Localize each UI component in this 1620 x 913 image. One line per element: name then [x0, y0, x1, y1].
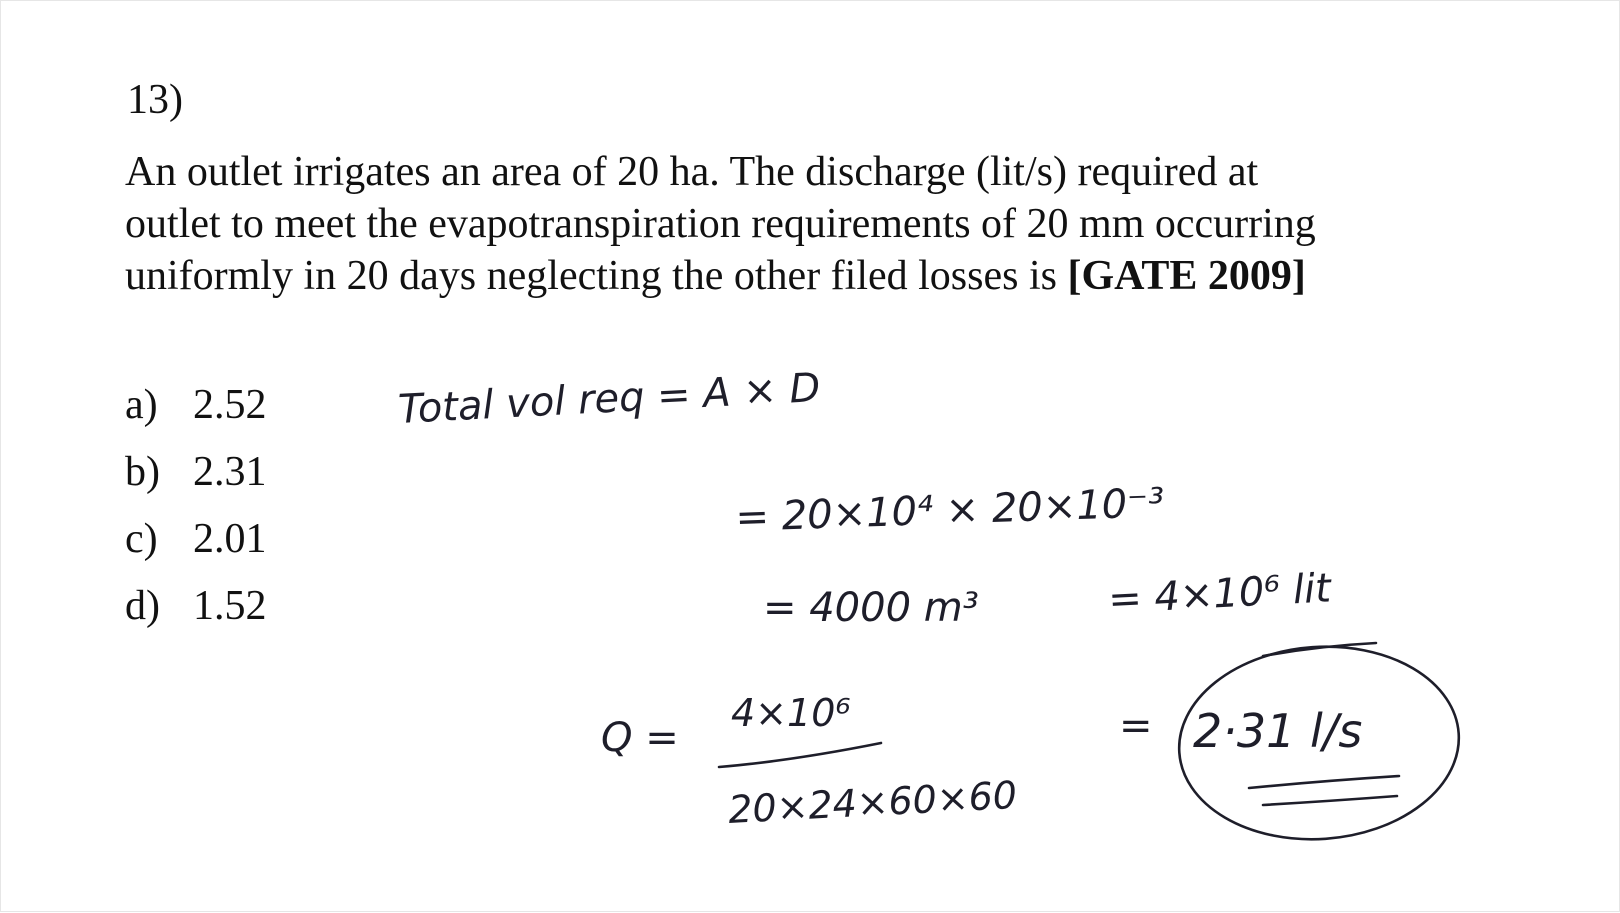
hw-numerator: 4×10⁶	[731, 691, 851, 735]
hw-answer-underline-2	[1263, 796, 1397, 805]
gate-source-tag: [GATE 2009]	[1067, 253, 1306, 299]
question-number: 13)	[127, 77, 183, 123]
hw-discharge-label: Q =	[601, 715, 679, 761]
question-line-2: outlet to meet the evapotranspiration requirements of 20 mm occurring	[125, 201, 1316, 247]
hw-volume-litres: = 4×10⁶ lit	[1107, 565, 1332, 623]
hw-volume-substitution: = 20×10⁴ × 20×10⁻³	[734, 480, 1166, 541]
question-line-3-text: uniformly in 20 days neglecting the other filed losses is	[125, 253, 1068, 299]
hw-answer: 2·31 l/s	[1193, 704, 1363, 758]
option-value: 2.52	[193, 382, 267, 428]
handwritten-solution	[1, 1, 1620, 913]
hw-answer-underline-1	[1249, 776, 1399, 788]
option-letter: c)	[125, 516, 158, 562]
option-value: 1.52	[193, 583, 267, 629]
hw-total-volume: Total vol req = A × D	[397, 364, 822, 433]
question-line-1: An outlet irrigates an area of 20 ha. The discharge (lit/s) required at	[125, 149, 1259, 195]
hw-fraction-bar	[719, 743, 881, 767]
option-value: 2.01	[193, 516, 267, 562]
hw-volume-m3: = 4000 m³	[763, 585, 979, 631]
option-value: 2.31	[193, 449, 267, 495]
hw-equals-sign: =	[1119, 703, 1153, 749]
hw-denominator: 20×24×60×60	[727, 772, 1019, 832]
option-letter: b)	[125, 449, 160, 495]
option-letter: d)	[125, 583, 160, 629]
option-letter: a)	[125, 382, 158, 428]
